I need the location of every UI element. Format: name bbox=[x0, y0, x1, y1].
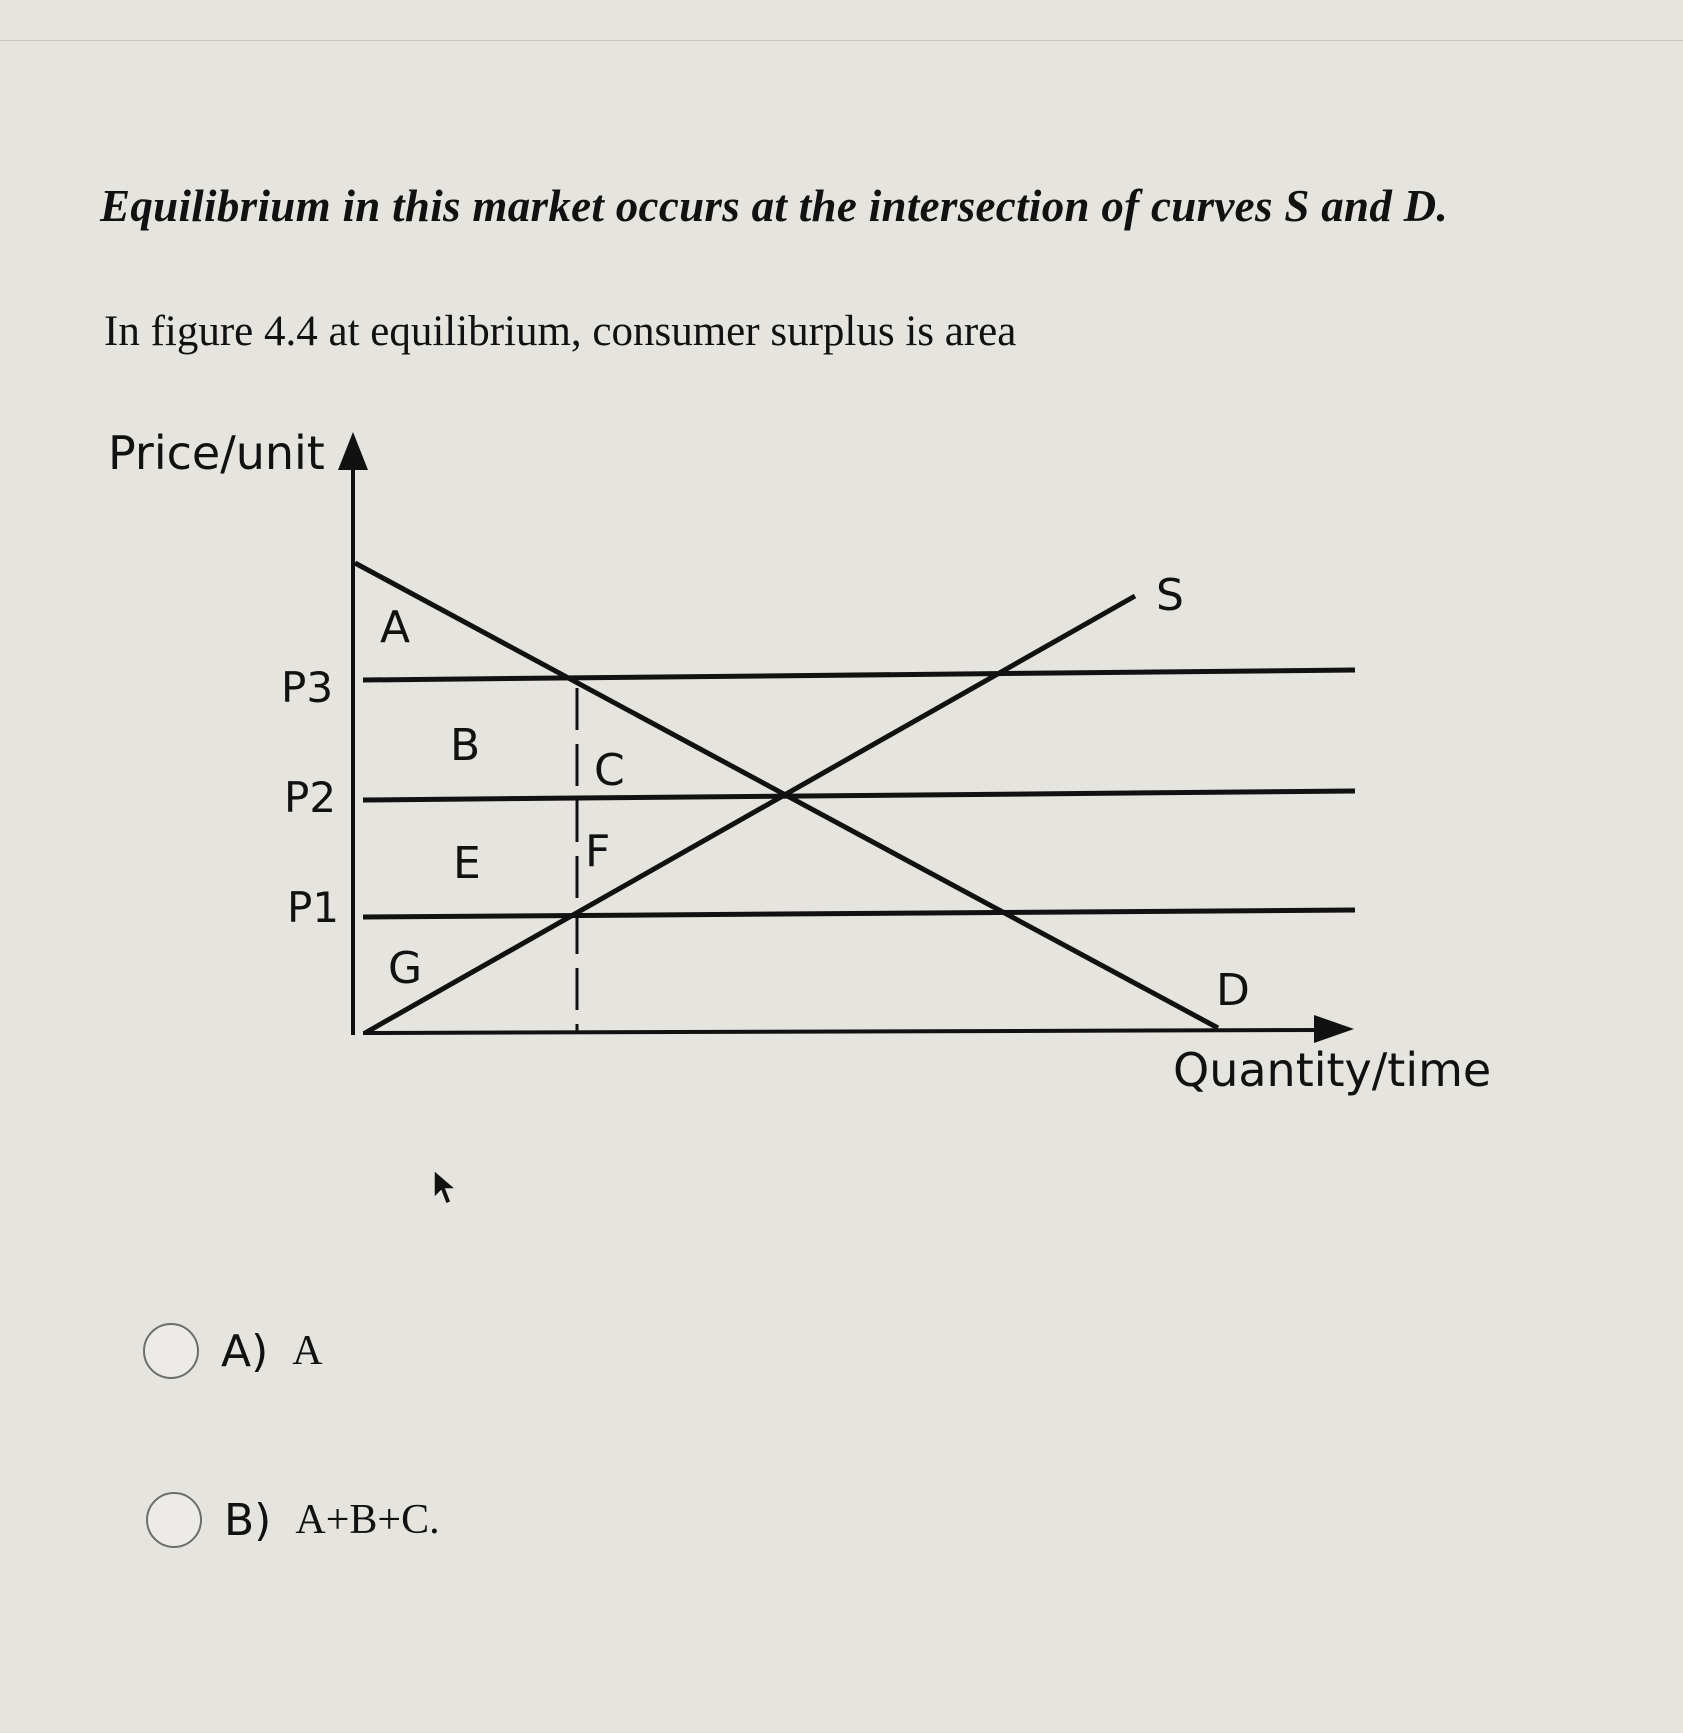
area-label-g: G bbox=[388, 943, 423, 994]
price-label-p1: P1 bbox=[287, 883, 340, 932]
demand-label: D bbox=[1216, 965, 1250, 1016]
price-line-p1 bbox=[363, 910, 1355, 917]
x-axis bbox=[363, 1030, 1318, 1033]
mouse-pointer-icon bbox=[432, 1168, 460, 1208]
y-axis-arrow bbox=[338, 432, 368, 470]
question-title: Equilibrium in this market occurs at the intersection of curves S and D. bbox=[100, 181, 1449, 231]
y-axis-label: Price/unit bbox=[108, 426, 325, 480]
area-label-e: E bbox=[453, 838, 481, 889]
x-axis-arrow bbox=[1314, 1015, 1354, 1043]
option-b-text: A+B+C. bbox=[295, 1497, 440, 1543]
x-axis-label: Quantity/time bbox=[1173, 1043, 1492, 1097]
price-line-p3 bbox=[363, 670, 1355, 680]
answer-option-a[interactable] bbox=[143, 1323, 323, 1379]
answer-option-b[interactable] bbox=[146, 1492, 440, 1548]
supply-curve bbox=[365, 596, 1135, 1033]
price-label-p3: P3 bbox=[281, 663, 334, 712]
radio-button-a[interactable] bbox=[143, 1323, 199, 1379]
price-label-p2: P2 bbox=[284, 773, 337, 822]
option-a-letter: A) bbox=[221, 1325, 269, 1377]
radio-button-b[interactable] bbox=[146, 1492, 202, 1548]
price-line-p2 bbox=[363, 791, 1355, 800]
option-a-text: A bbox=[292, 1328, 323, 1374]
option-b-letter: B) bbox=[224, 1494, 272, 1546]
area-label-a: A bbox=[380, 602, 411, 653]
area-label-c: C bbox=[594, 745, 625, 796]
supply-label: S bbox=[1156, 570, 1184, 621]
area-label-f: F bbox=[585, 826, 611, 877]
question-prompt: In figure 4.4 at equilibrium, consumer surplus is area bbox=[104, 308, 1017, 355]
area-label-b: B bbox=[450, 720, 481, 771]
